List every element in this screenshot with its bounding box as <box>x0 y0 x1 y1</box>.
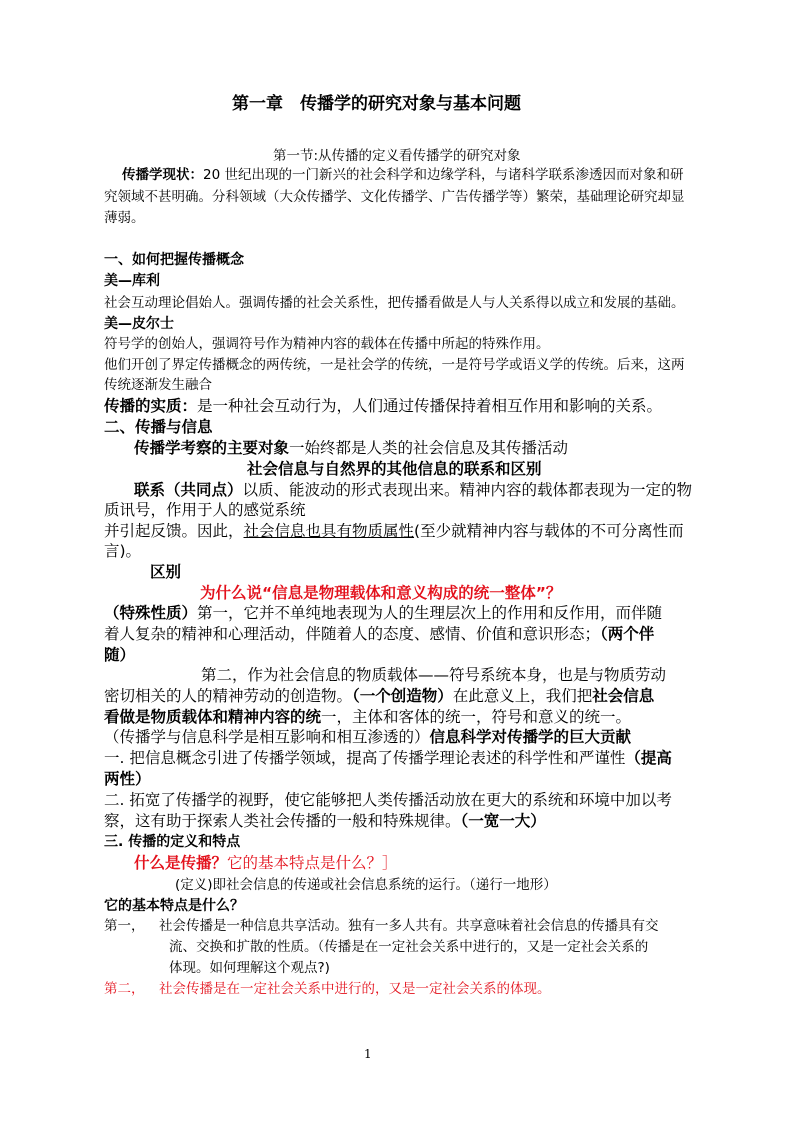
link-label: 联系（共同点） <box>134 481 243 499</box>
link-text-3b: (至少就精神内容与载体的不可分离性而 <box>414 522 684 540</box>
second-bold-2b: 社会信息 <box>592 687 655 705</box>
contribution-1-bold: （提高 <box>625 749 672 767</box>
link-line-1 <box>134 480 692 500</box>
page-number: 1 <box>364 1047 372 1061</box>
cooley-name: 美—库利 <box>104 273 160 289</box>
section-heading: 第一节:从传播的定义看传播学的研究对象 <box>273 148 521 164</box>
chapter-title: 第一章 传播学的研究对象与基本问题 <box>232 94 521 114</box>
second-bold-3: 看做是物质载体和精神内容的统 <box>104 708 322 726</box>
second-text-3: 一，主体和客体的统一，符号和意义的统一。 <box>321 708 632 726</box>
feature-1-label: 第一， <box>104 918 145 934</box>
status-label: 传播学现状： <box>122 167 203 183</box>
essence-text: 是一种社会互动行为，人们通过传播保持着相互作用和影响的关系。 <box>197 397 663 415</box>
object-text: 一始终都是人类的社会信息及其传播活动 <box>289 439 569 457</box>
link-line-3 <box>104 521 684 541</box>
tradition-line-1: 他们开创了界定传播概念的两传统，一是社会学的传统，一是符号学或语义学的传统。后来，这两 <box>104 357 685 373</box>
feature-1-line-3: 体现。如何理解这个观点?) <box>169 960 330 976</box>
relation-text: （传播学与信息科学是相互影响和相互渗透的） <box>104 728 430 746</box>
special-line-1 <box>104 603 662 623</box>
contribution-2-bold: （一宽一大） <box>460 812 546 830</box>
essence-line <box>104 396 662 416</box>
second-line-2 <box>104 686 654 706</box>
link-text-3a: 并引起反馈。因此， <box>104 522 244 540</box>
what-is-question: 什么是传播？ <box>134 854 228 872</box>
what-is-text: 它的基本特点是什么？］ <box>227 854 398 872</box>
special-line-3: 随） <box>104 646 136 664</box>
second-text-2a: 密切相关的人的精神劳动的创造物。 <box>104 687 353 705</box>
second-bold-2: （一个创造物） <box>352 687 453 705</box>
feature-2-label: 第二， <box>104 981 145 997</box>
special-bold-2: （两个伴 <box>600 625 655 643</box>
what-is-line <box>134 853 398 873</box>
part3-heading: 三. 传播的定义和特点 <box>104 834 241 850</box>
second-line-1: 第二，作为社会信息的物质载体——符号系统本身，也是与物质劳动 <box>201 666 667 684</box>
material-property-underlined: 社会信息也具有物质属性 <box>243 522 415 540</box>
contribution-1-line-2: 两性） <box>104 770 151 788</box>
part2-heading: 二、传播与信息 <box>104 418 213 436</box>
relation-line <box>104 727 631 747</box>
contribution-1-line-1 <box>104 748 672 768</box>
second-line-3 <box>104 707 631 727</box>
definition-line: (定义)即社会信息的传递或社会信息系统的运行。（递行一地形） <box>175 877 557 893</box>
special-line-2 <box>104 624 654 644</box>
red-question: 为什么说“信息是物理载体和意义构成的统一整体”？ <box>200 584 562 602</box>
link-line-4: 言)。 <box>104 542 142 560</box>
peirce-name: 美—皮尔士 <box>104 316 174 332</box>
peirce-text: 符号学的创始人，强调符号作为精神内容的载体在传播中所起的特殊作用。 <box>104 336 550 352</box>
feature-1-line-2: 流、交换和扩散的性质。（传播是在一定社会关系中进行的，又是一定社会关系的 <box>169 939 649 955</box>
difference-label: 区别 <box>150 563 182 581</box>
object-bold: 传播学考察的主要对象 <box>134 439 290 457</box>
object-line <box>134 438 568 458</box>
features-question: 它的基本特点是什么？ <box>104 898 244 914</box>
status-text-1: 20 世纪出现的一门新兴的社会科学和边缘学科，与诸科学联系渗透因而对象和研 <box>203 167 684 183</box>
relation-bold: 信息科学对传播学的巨大贡献 <box>429 728 632 746</box>
status-line-1 <box>122 165 683 185</box>
second-text-2b: 在此意义上，我们把 <box>452 687 593 705</box>
special-text-2: 着人复杂的精神和心理活动，伴随着人的态度、感情、价值和意识形态； <box>104 625 601 643</box>
feature-2-text: 社会传播是在一定社会关系中进行的，又是一定社会关系的体现。 <box>159 981 551 997</box>
special-label: （特殊性质） <box>104 604 198 622</box>
contribution-1-text: 一. 把信息概念引进了传播学领域，提高了传播学理论表述的科学性和严谨性 <box>104 749 626 767</box>
essence-label: 传播的实质： <box>104 397 198 415</box>
status-line-3: 薄弱。 <box>104 210 145 226</box>
contribution-2-line-2 <box>104 811 546 831</box>
feature-1-line-1: 社会传播是一种信息共享活动。独有一多人共有。共享意味着社会信息的传播具有交 <box>159 918 659 934</box>
info-subheading: 社会信息与自然界的其他信息的联系和区别 <box>247 460 542 478</box>
tradition-line-2: 传统逐渐发生融合 <box>104 377 212 393</box>
cooley-text: 社会互动理论倡始人。强调传播的社会关系性，把传播看做是人与人关系得以成立和发展的基础。 <box>104 295 685 311</box>
contribution-2-text: 察，这有助于探索人类社会传播的一般和特殊规律。 <box>104 812 461 830</box>
contribution-2-line-1: 二. 拓宽了传播学的视野，使它能够把人类传播活动放在更大的系统和环境中加以考 <box>104 791 672 809</box>
special-text-1: 第一，它并不单纯地表现为人的生理层次上的作用和反作用，而伴随 <box>197 604 663 622</box>
part1-heading: 一、如何把握传播概念 <box>104 252 244 268</box>
status-line-2: 究领域不甚明确。分科领域（大众传播学、文化传播学、广告传播学等）繁荣，基础理论研究却显 <box>104 189 685 205</box>
link-text-1: 以质、能波动的形式表现出来。精神内容的载体都表现为一定的物 <box>242 481 693 499</box>
link-line-2: 质讯号，作用于人的感觉系统 <box>104 501 306 519</box>
